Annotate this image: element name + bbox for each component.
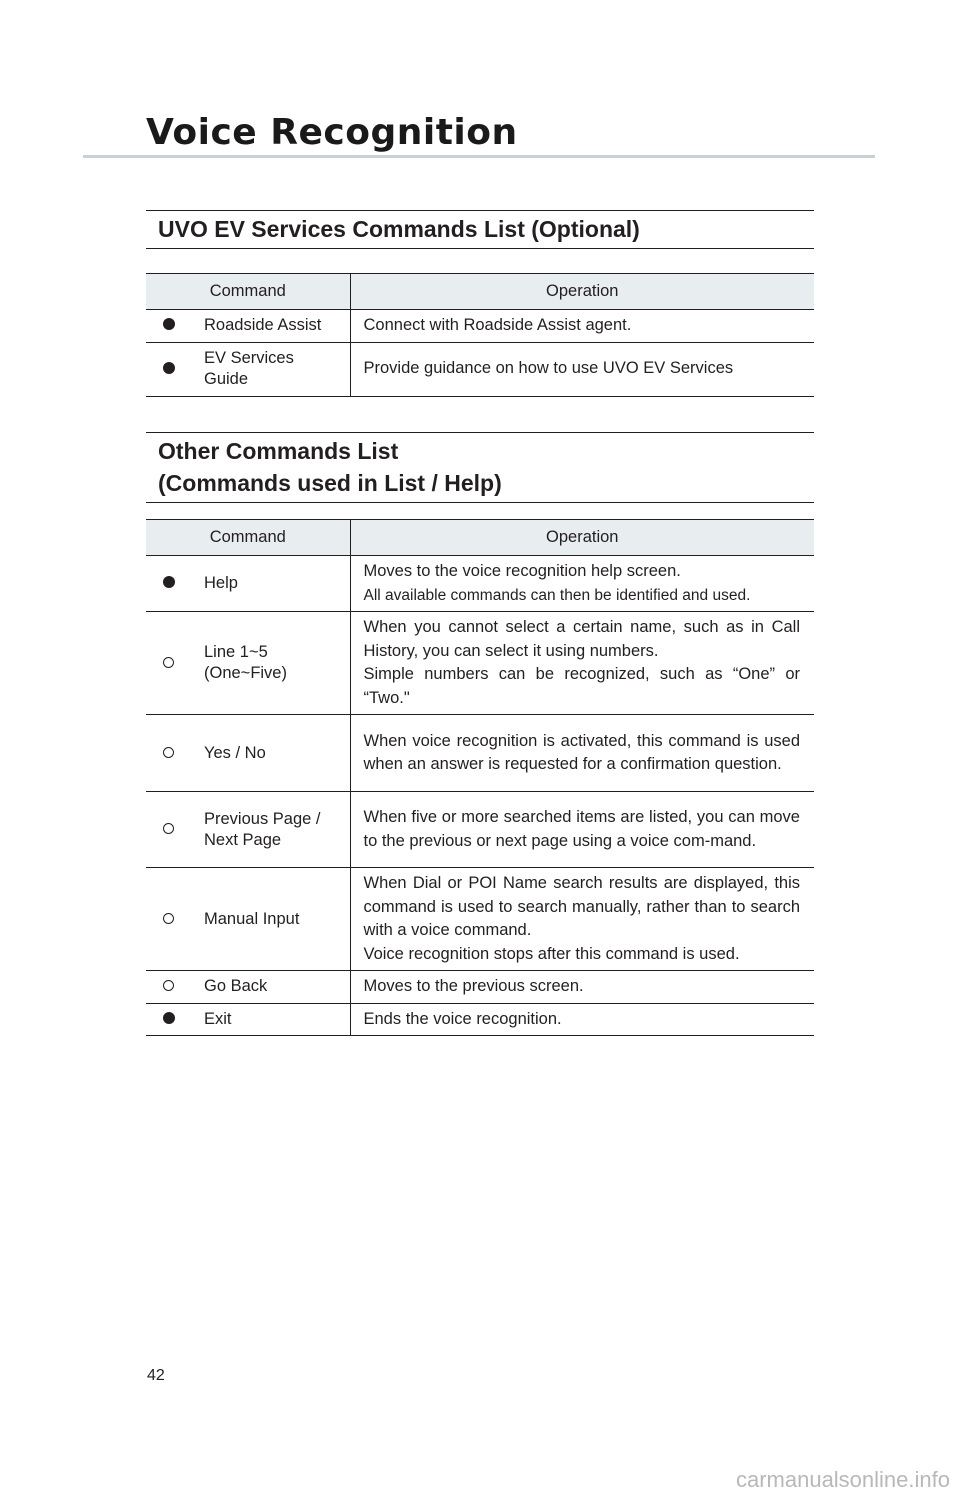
marker-cell — [146, 715, 191, 792]
table-row — [146, 792, 814, 868]
section-heading-text: Other Commands List — [158, 438, 399, 464]
other-commands-table — [146, 519, 814, 1036]
table-row — [146, 971, 814, 1004]
operation-cell — [350, 1003, 814, 1036]
marker-cell — [146, 612, 191, 715]
command-cell: Go Back — [191, 971, 350, 1004]
column-header-command: Command — [146, 520, 350, 556]
section-heading-other-commands — [146, 432, 814, 503]
open-bullet-icon — [163, 657, 174, 668]
filled-bullet-icon — [163, 318, 175, 330]
operation-text: Connect with Roadside Assist agent. — [363, 316, 632, 334]
command-cell: Roadside Assist — [191, 310, 350, 343]
operation-text: Moves to the voice recognition help screen. — [363, 562, 681, 580]
title-rule — [83, 155, 875, 158]
table-header-row — [146, 520, 814, 556]
table-row — [146, 715, 814, 792]
marker-cell — [146, 342, 191, 396]
page-title: Voice Recognition — [146, 112, 518, 153]
page-number: 42 — [147, 1367, 165, 1384]
open-bullet-icon — [163, 913, 174, 924]
operation-text: Moves to the previous screen. — [363, 977, 584, 995]
filled-bullet-icon — [163, 576, 175, 588]
operation-text: When Dial or POI Name search results are displayed, this command is used to search manually, rather than to search with a voice command. — [363, 874, 800, 939]
table-row — [146, 868, 814, 971]
table-row — [146, 556, 814, 612]
command-cell: Yes / No — [191, 715, 350, 792]
table-row — [146, 342, 814, 396]
operation-cell — [350, 310, 814, 343]
operation-text: Provide guidance on how to use UVO EV Services — [363, 359, 734, 378]
operation-cell — [350, 971, 814, 1004]
operation-text: When five or more searched items are listed, you can move to the previous or next page using a voice com-mand. — [363, 808, 800, 850]
operation-cell — [350, 342, 814, 396]
marker-cell — [146, 556, 191, 612]
operation-cell — [350, 556, 814, 612]
table-row — [146, 310, 814, 343]
column-header-operation: Operation — [350, 520, 814, 556]
operation-text: All available commands can then be identified and used. — [363, 586, 751, 604]
open-bullet-icon — [163, 823, 174, 834]
uvo-ev-commands-table — [146, 273, 814, 397]
open-bullet-icon — [163, 747, 174, 758]
marker-cell — [146, 310, 191, 343]
filled-bullet-icon — [163, 362, 175, 374]
operation-text: Ends the voice recognition. — [363, 1009, 562, 1028]
command-cell: Line 1~5 (One~Five) — [191, 612, 350, 715]
section-heading-text: (Commands used in List / Help) — [158, 470, 502, 496]
table-row — [146, 1003, 814, 1036]
operation-cell — [350, 868, 814, 971]
operation-cell — [350, 612, 814, 715]
command-cell: Previous Page / Next Page — [191, 792, 350, 868]
operation-text: When you cannot select a certain name, such as in Call History, you can select it using numbers. — [363, 618, 800, 660]
column-header-command: Command — [146, 274, 350, 310]
operation-cell — [350, 792, 814, 868]
section-heading-text: UVO EV Services Commands List (Optional) — [158, 216, 640, 242]
operation-text: Voice recognition stops after this command is used. — [363, 944, 740, 963]
operation-cell — [350, 715, 814, 792]
operation-text: Simple numbers can be recognized, such as “One” or “Two." — [363, 665, 800, 707]
command-cell: EV Services Guide — [191, 342, 350, 396]
table-header-row — [146, 274, 814, 310]
marker-cell — [146, 868, 191, 971]
command-cell: Manual Input — [191, 868, 350, 971]
command-cell: Help — [191, 556, 350, 612]
marker-cell — [146, 971, 191, 1004]
command-cell: Exit — [191, 1003, 350, 1036]
marker-cell — [146, 1003, 191, 1036]
watermark: carmanualsonline.info — [735, 1467, 950, 1492]
section-heading-uvo-ev — [146, 210, 814, 249]
table-row — [146, 612, 814, 715]
marker-cell — [146, 792, 191, 868]
operation-text: When voice recognition is activated, this command is used when an answer is requested for a confirmation question. — [363, 731, 800, 773]
open-bullet-icon — [163, 980, 174, 991]
column-header-operation: Operation — [350, 274, 814, 310]
filled-bullet-icon — [163, 1012, 175, 1024]
